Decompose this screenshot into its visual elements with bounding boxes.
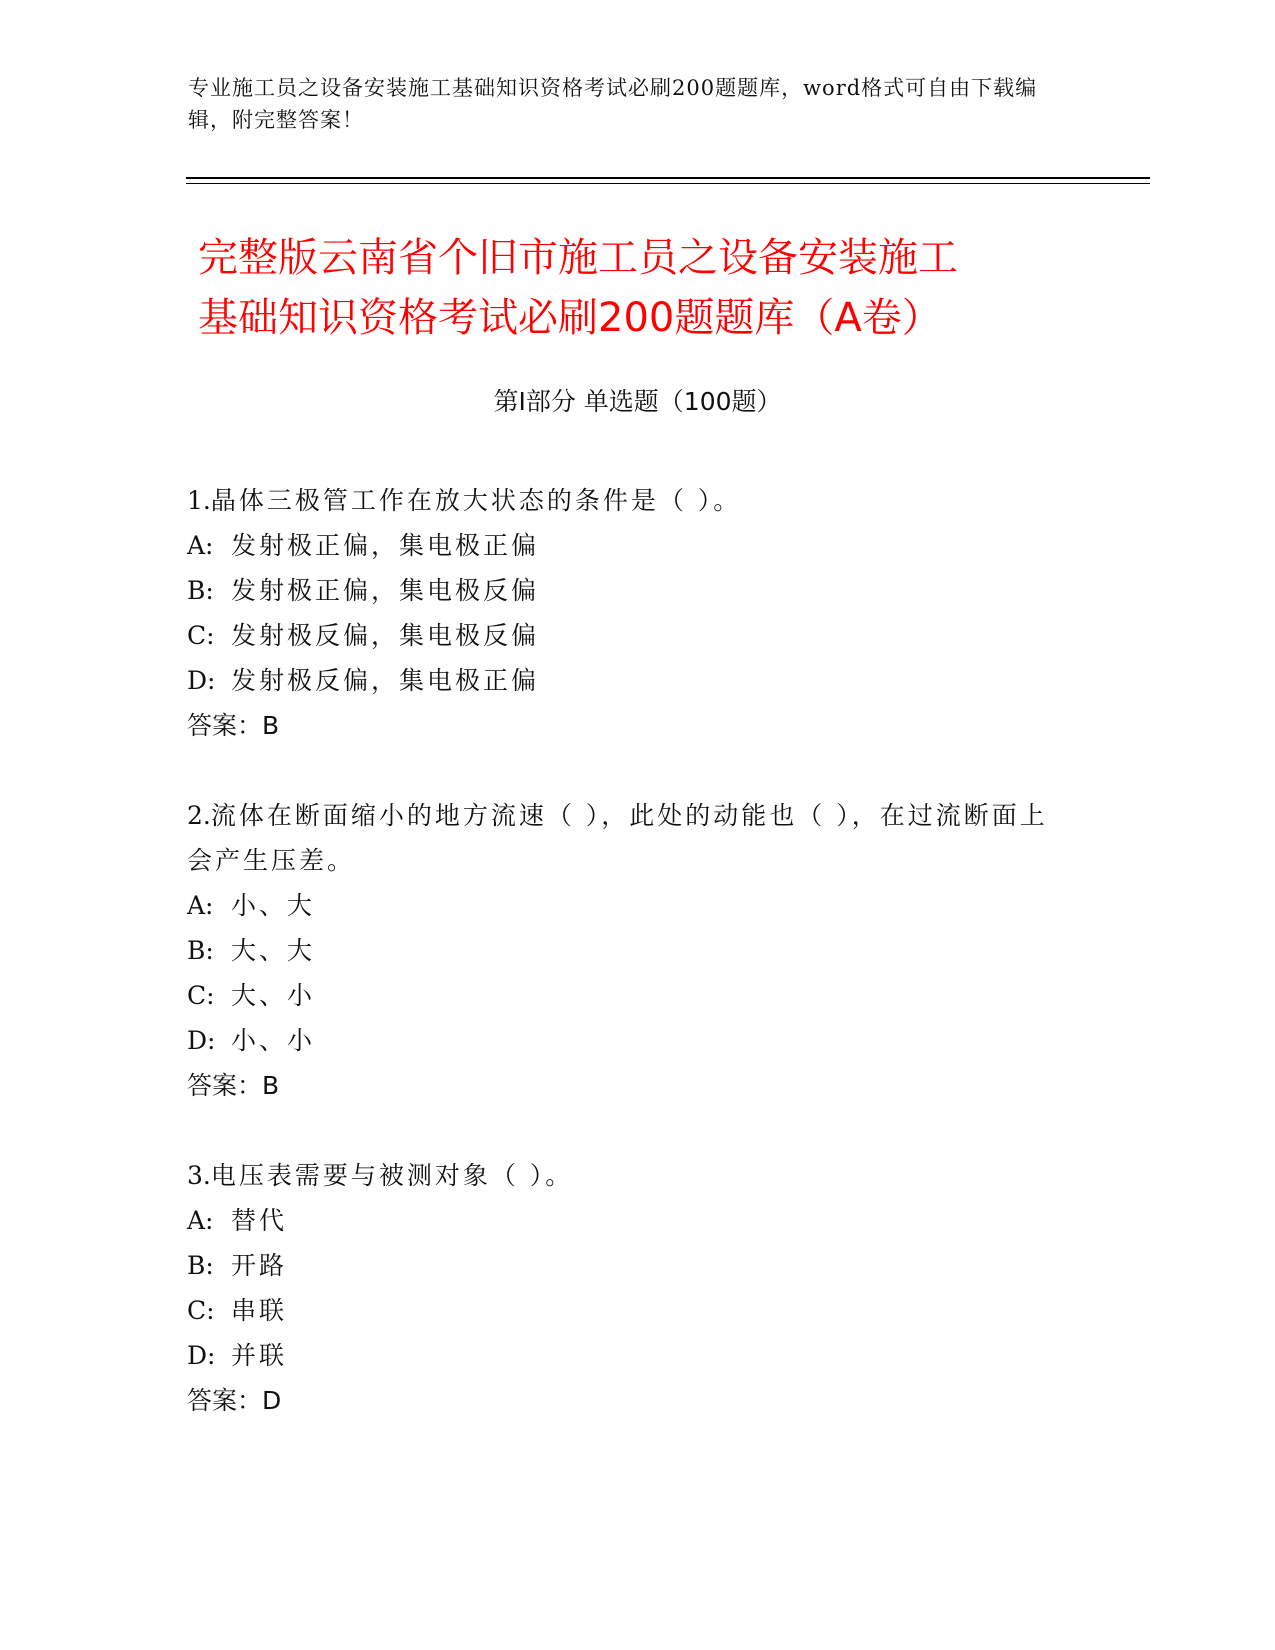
question-number: 3.	[187, 1161, 211, 1190]
answer-line	[187, 1378, 1067, 1423]
question-stem	[187, 793, 1067, 883]
answer-value: B	[262, 1071, 280, 1100]
option-text: 发射极正偏，集电极正偏	[231, 531, 540, 560]
option-letter: C:	[187, 1296, 215, 1325]
header-note: 专业施工员之设备安装施工基础知识资格考试必刷200题题库，word格式可自由下载编辑，附完整答案！	[188, 76, 1038, 132]
option-text: 小、大	[231, 891, 316, 920]
option-a	[187, 1198, 1067, 1243]
option-c	[187, 1288, 1067, 1333]
answer-line	[187, 1063, 1067, 1108]
option-letter: D:	[187, 666, 216, 695]
header-divider-thin	[186, 183, 1150, 184]
document-title	[198, 228, 1098, 348]
option-b	[187, 568, 1067, 613]
option-d	[187, 1333, 1067, 1378]
answer-label: 答案：	[187, 711, 263, 740]
option-text: 并联	[231, 1341, 288, 1370]
option-text: 大、小	[231, 981, 316, 1010]
option-letter: C:	[187, 621, 215, 650]
option-letter: B:	[187, 1251, 214, 1280]
answer-label: 答案：	[187, 1386, 263, 1415]
option-letter: A:	[187, 531, 214, 560]
option-text: 发射极反偏，集电极正偏	[231, 666, 540, 695]
answer-label: 答案：	[187, 1071, 263, 1100]
question-text: 电压表需要与被测对象（ ）。	[210, 1161, 574, 1190]
option-a	[187, 523, 1067, 568]
option-b	[187, 1243, 1067, 1288]
answer-line	[187, 703, 1067, 748]
option-c	[187, 613, 1067, 658]
option-text: 大、大	[231, 936, 316, 965]
question-list	[187, 478, 1067, 1468]
question-2	[187, 793, 1067, 1108]
title-line-1: 完整版云南省个旧市施工员之设备安装施工	[198, 235, 958, 281]
option-a	[187, 883, 1067, 928]
option-c	[187, 973, 1067, 1018]
question-stem	[187, 1153, 1067, 1198]
option-letter: A:	[187, 1206, 214, 1235]
option-text: 发射极正偏，集电极反偏	[231, 576, 540, 605]
question-3	[187, 1153, 1067, 1423]
option-letter: B:	[187, 936, 214, 965]
option-text: 发射极反偏，集电极反偏	[231, 621, 540, 650]
question-number: 1.	[187, 486, 211, 515]
question-number: 2.	[187, 801, 211, 830]
option-letter: C:	[187, 981, 215, 1010]
section-heading: 第Ⅰ部分 单选题（100题）	[493, 387, 782, 416]
option-letter: A:	[187, 891, 214, 920]
answer-value: B	[262, 711, 280, 740]
answer-value: D	[262, 1386, 282, 1415]
option-b	[187, 928, 1067, 973]
option-letter: D:	[187, 1341, 216, 1370]
question-text: 流体在断面缩小的地方流速（ ），此处的动能也（ ），在过流断面上会产生压差。	[187, 801, 1048, 875]
question-1	[187, 478, 1067, 748]
option-text: 替代	[231, 1206, 288, 1235]
option-d	[187, 1018, 1067, 1063]
title-line-2: 基础知识资格考试必刷200题题库（A卷）	[198, 295, 942, 341]
option-d	[187, 658, 1067, 703]
option-text: 串联	[231, 1296, 288, 1325]
option-text: 小、小	[231, 1026, 316, 1055]
question-text: 晶体三极管工作在放大状态的条件是（ ）。	[210, 486, 742, 515]
option-letter: B:	[187, 576, 214, 605]
question-stem	[187, 478, 1067, 523]
header-divider-thick	[186, 177, 1150, 179]
option-letter: D:	[187, 1026, 216, 1055]
option-text: 开路	[231, 1251, 288, 1280]
